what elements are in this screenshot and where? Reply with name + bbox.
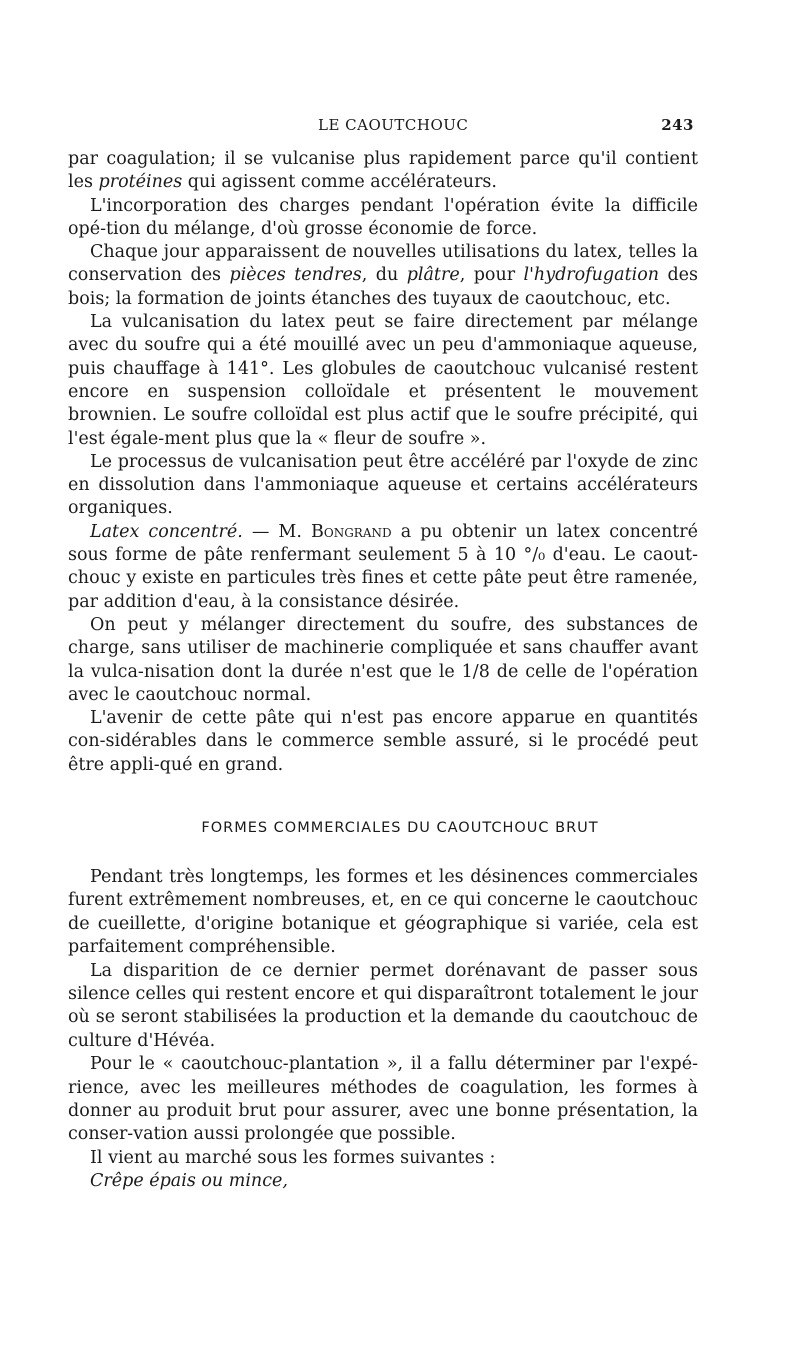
paragraph-6-text: a pu obtenir un latex concentré sous forme de pâte renfermant seulement 5 à 10 °/₀ d'eau. Le caout-chouc y existe en particules très fines et cette pâte peut être ramenée, par addition d'eau, à la consistance désirée. [68,521,699,612]
paragraph-11: Pour le « caoutchouc-plantation », il a fallu déterminer par l'expé-rience, avec les meilleures méthodes de coagulation, les formes à donner au produit brut pour assurer, avec une bonne présentation, la conser-vation aussi prolongée que possible. [68,1054,698,1145]
section-heading: FORMES COMMERCIALES DU CAOUTCHOUC BRUT [201,820,599,836]
paragraph-4: La vulcanisation du latex peut se faire directement par mélange avec du soufre qui a été mouillé avec un peu d'ammoniaque aqueuse, puis chauffage à 141°. Les globules de caoutchouc vulcanisé restent encore en suspension colloïdale et présentent le mouvement brownien. Le soufre colloïdal est plus actif que le soufre précipité, qui l'est égale-ment plus que la « fleur de soufre ». [68,312,698,449]
paragraph-6 [68,521,698,614]
page-number: 243 [661,116,694,134]
paragraph-1-text: par coagulation; il se vulcanise plus rapidement parce qu'il contient les [68,149,698,193]
paragraph-2: L'incorporation des charges pendant l'opération évite la difficile opé-tion du mélange, d'où grosse économie de force. [68,195,698,239]
paragraph-1-text-end: qui agissent comme accélérateurs. [182,172,497,193]
paragraph-13-italic: Crêpe épais ou mince, [90,1171,288,1192]
paragraph-8: L'avenir de cette pâte qui n'est pas encore apparue en quantités con-sidérables dans le commerce semble assuré, si le procédé peut être appli-qué en grand. [68,708,698,775]
paragraph-1-italic: protéines [98,172,183,193]
paragraph-5: Le processus de vulcanisation peut être accéléré par l'oxyde de zinc en dissolution dans l'ammoniaque aqueuse et certains accélérateurs organiques. [68,451,698,519]
paragraph-1 [68,148,698,195]
running-title: LE CAOUTCHOUC [318,116,469,134]
paragraph-3-text-2: , du [361,265,407,286]
paragraph-13 [68,1170,698,1193]
body-text-bottom [68,866,698,1194]
paragraph-3-text: Chaque jour apparaissent de nouvelles utilisations du latex, telles la conservation des [68,242,698,286]
body-text-top [68,148,698,777]
paragraph-6-dash: — M. [242,521,312,542]
paragraph-3-italic-3: l'hydrofugation [523,265,660,286]
paragraph-3-italic-2: plâtre [406,265,460,286]
paragraph-6-author: Bongrand [311,521,392,542]
paragraph-3-text-3: , pour [459,265,524,286]
paragraph-9: Pendant très longtemps, les formes et les désinences commerciales furent extrêmement nombreuses, et, en ce qui concerne le caoutchouc de cueillette, d'origine botanique et géographique si variée, cela est parfaitement compréhensible. [68,867,698,958]
paragraph-3-italic-1: pièces tendres [229,265,362,286]
paragraph-6-italic-title: Latex concentré. [90,521,243,542]
paragraph-3-text-4: des bois; la formation de joints étanches des tuyaux de caoutchouc, etc. [68,265,698,309]
page-header [0,116,800,138]
paragraph-7: On peut y mélanger directement du soufre, des substances de charge, sans utiliser de machinerie compliquée et sans chauffer avant la vulca-nisation dont la durée n'est que le 1/8 de celle de l'opération avec le caoutchouc normal. [68,614,698,705]
paragraph-12: Il vient au marché sous les formes suivantes : [90,1147,496,1168]
paragraph-3 [68,241,698,311]
paragraph-10: La disparition de ce dernier permet dorénavant de passer sous silence celles qui restent encore et qui disparaîtront totalement le jour où se seront stabilisées la production et la demande du caoutchouc de culture d'Hévéa. [68,960,698,1051]
